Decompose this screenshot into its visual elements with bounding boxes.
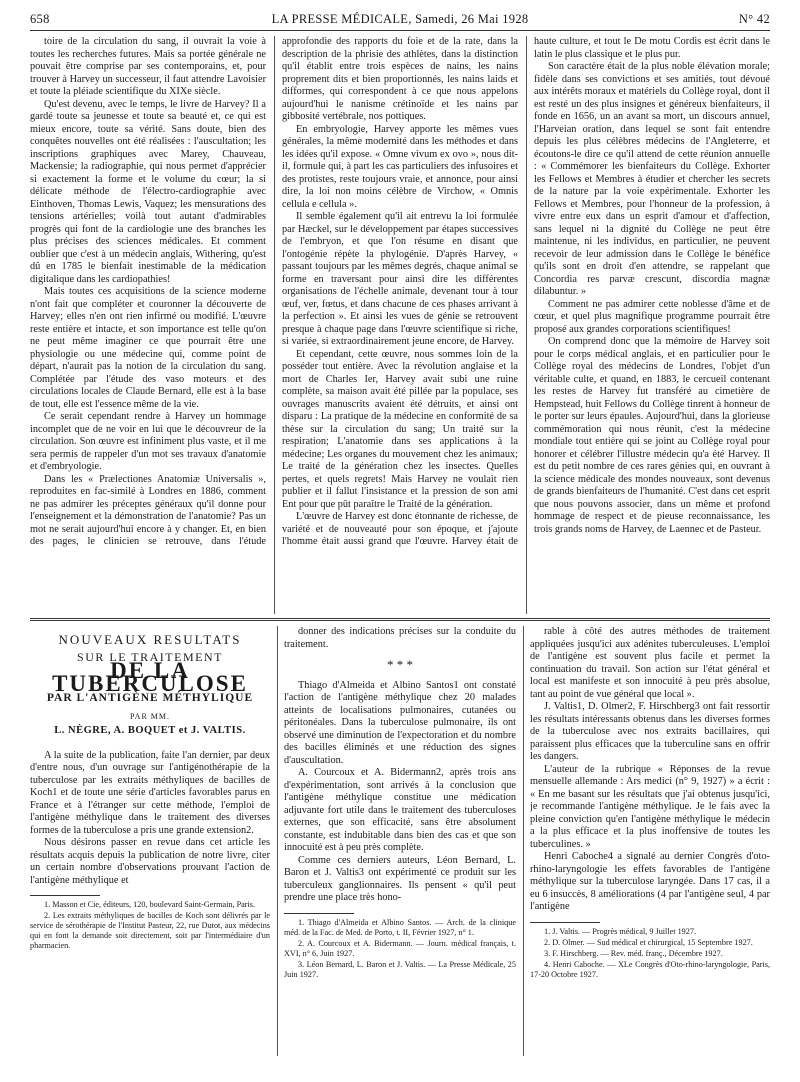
paragraph: Comme ces derniers auteurs, Léon Bernard, L. Baron et J. Valtis3 ont expérimenté ce produit sur les tuberculeux ganglionnaires. Ils pensent « qu'il peut prendre une place très hono- bbox=[284, 854, 516, 903]
journal-title: LA PRESSE MÉDICALE, Samedi, 26 Mai 1928 bbox=[271, 12, 529, 26]
tuberculose-column-1 bbox=[30, 626, 270, 1056]
article-title: DE LA TUBERCULOSE bbox=[52, 658, 248, 696]
paragraph: A. Courcoux et A. Bidermann2, après trois ans d'expérimentation, sont arrivés à la conclusion que l'antigène méthylique constitue une médication adjuvante fort utile dans le traitement des tuberculoses externes, que son efficacité, sans être absolument constante, est indubitable dans bien des cas et que son innocuité est à peu près complète. bbox=[284, 767, 516, 853]
section-separator bbox=[30, 618, 770, 621]
issue-number: N° 42 bbox=[738, 12, 770, 26]
footnote: 1. Masson et Cie, éditeurs, 120, boulevard Saint-Germain, Paris. bbox=[44, 900, 256, 909]
footnote-rule bbox=[284, 913, 354, 914]
footnote: 1. Thiago d'Almeida et Albino Santos. — Arch. de la clinique méd. de la Fac. de Med. de Porto, t. II, Février 1927, n° 1. bbox=[284, 917, 516, 937]
column-2-text-a bbox=[284, 626, 516, 651]
paragraph: Comment ne pas admirer cette noblesse d'âme et de cœur, et quel plus magnifique programme pourrait être proposé aux grandes corporations scientifiques! bbox=[534, 298, 770, 335]
article-heading bbox=[30, 626, 270, 738]
footnote: 2. A. Courcoux et A. Bidermann. — Journ. médical français, t. XVI, n° 6, Juin 1927. bbox=[284, 938, 516, 958]
article-title-2: PAR L'ANTIGÈNE MÉTHYLIQUE bbox=[46, 692, 254, 704]
paragraph: Qu'est devenu, avec le temps, le livre de Harvey? Il a gardé toute sa jeunesse et toute sa beauté et, ce qui est mieux encore, toute sa vérité. Sans doute, bien des conquêtes nouvelles ont été réalisées : l'auscultation; les inscriptions graphiques avec Marey, Chauveau, Mackensie; la radiographie, qui nous permet d'apprécier si exactement la forme et le volume du cœur; la si délicate méthode de l'électro-cardiographie avec Einthoven, Thomas Lewis, Vaquez; les mensurations des tensions artérielles; voilà tout autant d'admirables progrès qui font de la cardiologie une des branches les plus précises des sciences médicales. Et comment oublier que c'est à un médecin anglais, Withering, qu'est dû en 1785 le bienfait inestimable de la médication digitalique dans les cardiopathies! bbox=[30, 98, 266, 285]
harvey-article bbox=[30, 36, 770, 614]
page-number: 658 bbox=[30, 12, 50, 26]
paragraph: A la suite de la publication, faite l'an dernier, par deux d'entre nous, d'un ouvrage sur l'antigénothérapie de la tuberculose par les extraits méthyliques de bacilles de Koch1 et de toute une série d'articles favorables parus en France et à l'étranger sur cette méthode, l'emploi de l'antigène méthylique dans le traitement des diverses formes de la tuberculose a pris une grande extension2. bbox=[30, 749, 270, 836]
paragraph: donner des indications précises sur la conduite du traitement. bbox=[284, 626, 516, 650]
footnote: 3. Léon Bernard, L. Baron et J. Valtis. — La Presse Médicale, 25 Juin 1927. bbox=[284, 959, 516, 979]
paragraph: Il semble également qu'il ait entrevu la loi formulée par Hæckel, sur le développement par étapes successives de l'embryon, et que l'on résume en disant que l'ontogénie répète la phylogénie. D'après Harvey, « passant toujours par les mêmes degrés, chaque animal se forme en traversant pour ainsi dire les différentes organisations de l'échelle animale, devenant tour à tour œuf, ver, fœtus, et dans chacune de ces phases arrivant à la perfection ». Et ainsi les vues de génie se retrouvent presque à chaque page dans l'œuvre scientifique si riche, si variée, si extraordinairement jeune encore, de Harvey. bbox=[282, 211, 518, 347]
paragraph: rable à côté des autres méthodes de traitement appliquées jusqu'ici aux adénites tuberculeuses. L'emploi de l'antigène est souvent plus facile et permet la continuation du travail. Son action sur l'état général et local est manifeste et son innocuité à peu près absolue, tant au point de vue général que local ». bbox=[530, 626, 770, 700]
paragraph: J. Valtis1, D. Olmer2, F. Hirschberg3 ont fait ressortir les résultats intéressants obtenus dans les diverses formes de la tuberculose avec nos extraits bacillaires, qui paraissent plus efficaces que la tuberculine sans en offrir les dangers. bbox=[530, 701, 770, 762]
column-1-footnotes bbox=[30, 900, 270, 951]
article-kicker: NOUVEAUX RESULTATS bbox=[58, 632, 242, 647]
column-2-footnotes bbox=[284, 918, 516, 980]
paragraph: Son caractère était de la plus noble élévation morale; fidèle dans ses convictions et ses amitiés, tout dévoué aux intérêts moraux et matériels du Collège royal, dont il est resté un des plus insignes et généreux bienfaiteurs, il fonde en 1656, un an avant sa mort, un discours annuel, l'Harveian oration, dans lequel se sont fait entendre depuis les plus célèbres médecins de l'Angleterre, et écoutons-le dire ce qu'il attend de cette réunion annuelle : « Commémorer les bienfaiteurs du Collège. Exhorter les Fellows et Membres à étudier et chercher les secrets de la nature par la voie expérimentale. Exhorter les Fellows et Membres, pour l'honneur de la profession, à vivre entre eux dans un esprit d'amour et d'affection, sans lequel ni la dignité du Collège ne peut être maintenue, ni les individus, en particulier, ne peuvent recevoir de leur admission dans le Collège le bénéfice qu'ils sont en droit d'en attendre, se rappelant que Concordia res parvæ crescunt, discordia magnæ dilabuntur. » bbox=[534, 61, 770, 297]
paragraph: Nous désirons passer en revue dans cet article les résultats acquis depuis la publication de notre livre, citer un certain nombre d'observations prouvant l'action de l'antigène méthylique et bbox=[30, 837, 270, 886]
paragraph: Thiago d'Almeida et Albino Santos1 ont constaté l'action de l'antigène méthylique chez 20 malades atteints de localisations pulmonaires, cutanées ou péritonéales. Dans la tuberculose pulmonaire, ils ont observé une diminution de l'expectoration et du nombre des bacilles éliminés et une réduction des signes d'auscultation. bbox=[284, 679, 516, 766]
column-3-footnotes bbox=[530, 927, 770, 980]
footnote-rule bbox=[530, 922, 600, 923]
paragraph: L'œuvre de Harvey est donc étonnante de richesse, de variété et de nouveauté pour son époque, et j'ajoute l'homme était aussi grand que l'œuvre. Harvey était de haute culture, et tout le De motu Cordis est écrit dans le latin le plus classique et le plus pur. bbox=[282, 36, 770, 547]
column-3-text bbox=[530, 626, 770, 914]
footnote: 4. Henri Caboche. — XLe Congrès d'Oto-rhino-laryngologie, Paris, 17-20 Octobre 1927. bbox=[530, 959, 770, 979]
paragraph: On comprend donc que la mémoire de Harvey soit pour le corps médical anglais, et en particulier pour le Collège royal des médecins de Londres, l'objet d'un véritable culte, et quand, en 1883, le cercueil contenant les restes de Harvey fut transféré au cimetière de Hempstead, huit Fellows du Collège tinrent à honneur de le porter sur leurs épaules. Aujourd'hui, dans la glorieuse commémoration qui nous réunit, c'est la médecine mondiale tout entière qui se joint au Collège royal pour honorer et célébrer l'illustre médecin qu'a été Harvey. Il est du petit nombre de ces rares génies qui, en ouvrant à la science médicale des mondes nouveaux, sont devenus de grands bienfaiteurs de l'humanité. C'est dans cet esprit que nous pouvons associer, dans un même et profond hommage de respect et de pieuse reconnaissance, les trois grands noms de Harvey, de Laennec et de Pasteur. bbox=[534, 336, 770, 535]
section-stars: * * * bbox=[387, 657, 413, 672]
article-authors: L. NÈGRE, A. BOQUET et J. VALTIS. bbox=[54, 725, 246, 736]
paragraph: Henri Caboche4 a signalé au dernier Congrès d'oto-rhino-laryngologie les effets favorables de l'antigène méthylique sur la tuberculose laryngée. Dans 17 cas, il a eu 6 insuccès, 8 améliorations (4 par l'antigène seul, 4 par l'antigène bbox=[530, 851, 770, 912]
header-rule bbox=[30, 30, 770, 31]
article-subtitle: SUR LE TRAITEMENT bbox=[77, 649, 223, 664]
paragraph: Mais toutes ces acquisitions de la science moderne n'ont fait que compléter et couronner la découverte de Harvey; elles n'en ont rien infirmé ou modifié. L'œuvre reste entière et intacte, et son importance est telle qu'on ne peut même imaginer ce que pourrait être une physiologie ou une médecine qui, comme point de départ, n'aurait pas la notion de la circulation du sang. Complétée par l'étude des vaso moteurs et des circulations locales de Claude Bernard, elle est à la base de tout, elle est l'essence même de la vie. bbox=[30, 286, 266, 410]
column-rule bbox=[523, 626, 524, 1056]
paragraph: Ce serait cependant rendre à Harvey un hommage incomplet que de ne voir en lui que le découvreur de la circulation. Son œuvre est infiniment plus vaste, et il me sera permis de rappeler d'un mot ses travaux d'anatomie et d'embryologie. bbox=[30, 411, 266, 472]
byline-par: PAR MM. bbox=[129, 711, 171, 721]
footnote: 1. J. Valtis. — Progrès médical, 9 Juillet 1927. bbox=[544, 926, 696, 936]
page-header bbox=[30, 10, 770, 32]
column-rule bbox=[277, 626, 278, 1056]
paragraph: Dans les « Prælectiones Anatomiæ Universalis », reproduites en fac-similé à Londres en 1886, comment ne pas admirer les préceptes généraux qu'il donne pour l'enseignement et la démonstration de l'anatomie? Pas un mot ne serait aujourd'hui encore à y changer. Et, en bien des pages, le clinicien se retrouve, dans l'étude approfondie des rapports du foie et de la rate, dans la description de la phrisie des athlètes, dans la distinction qu'il établit entre trois espèces de nains, les nains proprement dits et bien proportionnés, les nains laids et difformes, qui correspondent à ce que nous appelons aujourd'hui le nanisme crétinoïde et les nains par gibbosité vertébrale, nos pottiques. bbox=[30, 36, 518, 547]
footnote-rule bbox=[30, 895, 100, 896]
tuberculose-column-3 bbox=[530, 626, 770, 1056]
paragraph: Et cependant, cette œuvre, nous sommes loin de la posséder tout entière. Avec la révolution anglaise et la mort de Charles Ier, Harvey avait subi une ruine complète, sa maison avait été pillée par la populace, ses ouvrages manuscrits avaient été détruits, et ainsi ont disparu : La pratique de la médecine en conformité de sa thèse sur la circulation du sang; Un traité sur la respiration; L'anatomie dans ses applications à la médecine; Les organes du mouvement chez les animaux; Le traité de la génération chez les insectes. Quelles pertes, et quels regrets! Mais Harvey ne voulait rien publier et il fallut l'insistance et la pression de son ami Ent pour que pût paraître le Traité de la génération. bbox=[282, 348, 518, 510]
column-1-text bbox=[30, 750, 270, 888]
footnote: 3. F. Hirschberg. — Rev. méd. franç., Décembre 1927. bbox=[544, 948, 723, 958]
column-2-text-b bbox=[284, 680, 516, 905]
footnote: 2. D. Olmer. — Sud médical et chirurgical, 15 Septembre 1927. bbox=[544, 937, 753, 947]
paragraph: En embryologie, Harvey apporte les mêmes vues générales, la même modernité dans les méthodes et dans les idées qu'il expose. « Omne vivum ex ovo », nous dit-il, formule qui, à part les cas particuliers des infusoires et des protistes, reste toujours vraie, et annonce, pour ainsi dire, la loi non moins célèbre de Virchow, « Omnis cellula e cellula ». bbox=[282, 123, 518, 210]
footnote: 2. Les extraits méthyliques de bacilles de Koch sont délivrés par le service de sérothérapie de l'Institut Pasteur, 22, rue Dutot, aux médecins qui en font la demande soit directement, soit par l'intermédiaire d'un pharmacien. bbox=[30, 911, 270, 950]
tuberculose-column-2 bbox=[284, 626, 516, 1056]
paragraph: toire de la circulation du sang, il ouvrait la voie à toutes les recherches futures. Mais sa portée générale ne pouvait être comprise par ses contemporains, et, pour trouver à Harvey un successeur, il faut attendre Lavoisier et toute la pléiade scientifique du XIXe siècle. bbox=[30, 36, 266, 97]
paragraph: L'auteur de la rubrique « Réponses de la revue mensuelle allemande : Ars medici (n° 9, 1927) » a écrit : « En me basant sur les résultats que j'ai obtenus jusqu'ici, je recommande l'antigène méthylique. Je le fais avec la pleine conviction qu'en l'antigène méthylique le médecin a la plus efficace et la plus inoffensive de toutes les tuberculines. » bbox=[530, 763, 770, 850]
